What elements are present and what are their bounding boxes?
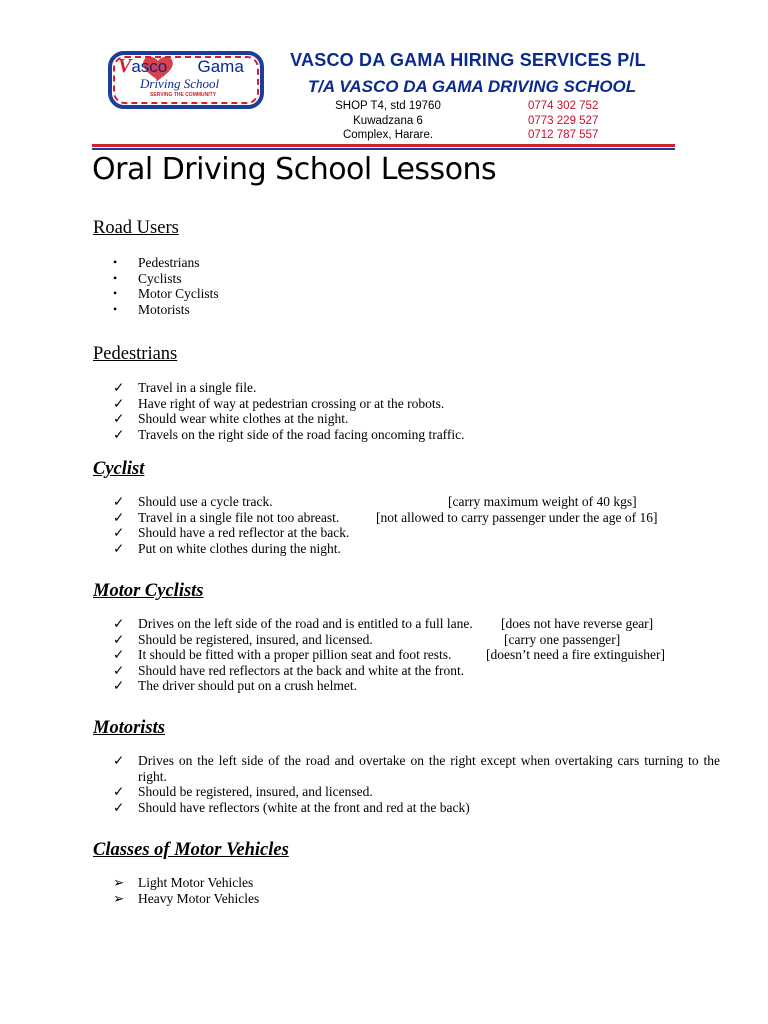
checkmark-icon: ✓: [113, 662, 125, 678]
list-item: ✓ The driver should put on a crush helmet.: [113, 678, 357, 693]
list-item: • Motorists: [113, 301, 190, 317]
list-item: ✓ Should have a red reflector at the back.: [113, 525, 350, 540]
bullet-icon: •: [113, 255, 118, 269]
checkmark-icon: ✓: [113, 525, 125, 540]
checkmark-icon: ✓: [113, 631, 125, 647]
bullet-icon: •: [113, 286, 118, 300]
company-name: VASCO DA GAMA HIRING SERVICES P/L: [290, 50, 646, 70]
heading-road-users: Road Users: [93, 218, 179, 238]
checkmark-icon: ✓: [113, 799, 125, 815]
checkmark-icon: ✓: [113, 509, 125, 525]
heading-pedestrians: Pedestrians: [93, 344, 178, 364]
logo-subtitle: Driving School: [140, 76, 220, 91]
bullet-icon: •: [113, 270, 118, 285]
checkmark-icon: ✓: [113, 784, 125, 799]
list-item: ✓ Should be registered, insured, and licensed.: [113, 784, 373, 799]
arrow-bullet-icon: ➢: [113, 875, 125, 890]
list-note: [doesn’t need a fire extinguisher]: [486, 647, 665, 662]
cyclist-list: [92, 494, 658, 556]
checkmark-icon: ✓: [113, 494, 125, 509]
logo-tagline: SERVING THE COMMUNITY: [150, 92, 217, 98]
heading-motor-cyclists: Motor Cyclists: [93, 581, 204, 601]
list-item: ✓ Should wear white clothes at the night.: [113, 411, 349, 426]
motor-cyclists-list: [92, 616, 665, 694]
motorists-list: [92, 753, 720, 815]
checkmark-icon: ✓: [113, 647, 125, 662]
list-item: ✓ Should have reflectors (white at the front and red at the back): [113, 799, 470, 815]
list-item: • Motor Cyclists: [113, 286, 219, 301]
list-item: ✓ Have right of way at pedestrian crossing or at the robots.: [113, 395, 445, 411]
checkmark-icon: ✓: [113, 411, 125, 426]
phone-numbers: 0774 302 752 0773 229 527 0712 787 557: [528, 100, 599, 141]
checkmark-icon: ✓: [113, 540, 125, 556]
list-item: • Pedestrians: [113, 255, 200, 270]
list-item: ➢ Heavy Motor Vehicles: [113, 890, 260, 906]
list-item: ✓ Travels on the right side of the road facing oncoming traffic.: [113, 426, 465, 442]
heading-motorists: Motorists: [93, 718, 165, 738]
heading-classes: Classes of Motor Vehicles: [93, 840, 289, 860]
pedestrians-list: [92, 380, 465, 442]
checkmark-icon: ✓: [113, 426, 125, 442]
list-note: [carry maximum weight of 40 kgs]: [448, 494, 637, 509]
list-note: [not allowed to carry passenger under the age of 16]: [376, 509, 658, 525]
classes-list: [92, 875, 259, 906]
list-item: ✓ Should have red reflectors at the back and white at the front.: [113, 662, 465, 678]
list-item: ✓ Drives on the left side of the road and is entitled to a full lane. [does not have reverse gear]: [113, 616, 654, 631]
logo-wordmark: Vasco Da Gama: [118, 55, 244, 77]
list-item: ✓ It should be fitted with a proper pillion seat and foot rests. [doesn’t need a fire extinguisher]: [113, 647, 665, 662]
list-item: ✓ Travel in a single file.: [113, 380, 257, 395]
checkmark-icon: ✓: [113, 616, 125, 631]
arrow-bullet-icon: ➢: [113, 890, 125, 906]
heading-cyclist: Cyclist: [93, 459, 145, 479]
checkmark-icon: ✓: [113, 678, 125, 693]
road-users-list: [92, 255, 219, 317]
list-item: ✓ Put on white clothes during the night.: [113, 540, 341, 556]
list-item: ✓ Travel in a single file not too abreast. [not allowed to carry passenger under the age of 16]: [113, 509, 658, 525]
list-item: ✓ Should be registered, insured, and licensed. [carry one passenger]: [113, 631, 621, 647]
bullet-icon: •: [113, 301, 118, 316]
list-item: ➢ Light Motor Vehicles: [113, 875, 254, 890]
checkmark-icon: ✓: [113, 380, 125, 395]
list-note: [does not have reverse gear]: [501, 616, 654, 631]
address: SHOP T4, std 19760 Kuwadzana 6 Complex, Harare.: [335, 100, 441, 141]
list-item: • Cyclists: [113, 270, 182, 286]
list-note: [carry one passenger]: [504, 631, 621, 647]
header-rule-red: [92, 144, 675, 147]
checkmark-icon: ✓: [113, 753, 125, 768]
page-title: Oral Driving School Lessons: [92, 152, 497, 187]
trading-as: T/A VASCO DA GAMA DRIVING SCHOOL: [307, 77, 637, 96]
list-item: ✓ Should use a cycle track. [carry maximum weight of 40 kgs]: [113, 494, 637, 509]
checkmark-icon: ✓: [113, 395, 125, 411]
list-item: ✓ Drives on the left side of the road and overtake on the right except when overtaking cars turning to the right.: [113, 753, 720, 784]
